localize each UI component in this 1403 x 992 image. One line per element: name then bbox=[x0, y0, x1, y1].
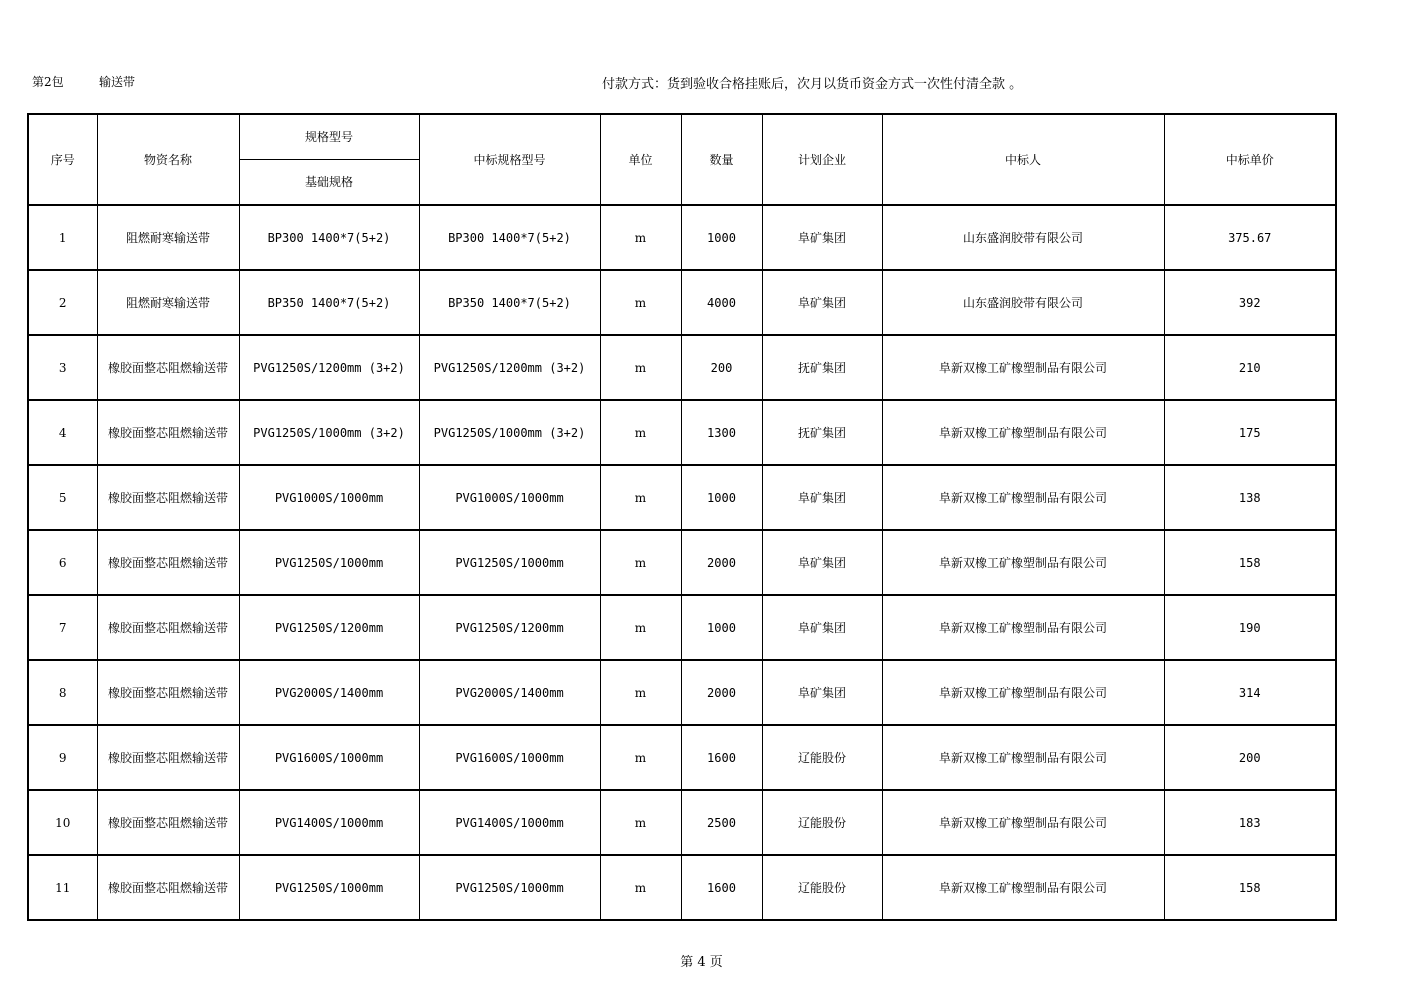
row-qty: 2000 bbox=[681, 660, 762, 725]
row-win-spec: PVG1250S/1200mm bbox=[419, 595, 600, 660]
row-name: 橡胶面整芯阻燃输送带 bbox=[97, 400, 239, 465]
row-win-spec: PVG1250S/1000mm bbox=[419, 855, 600, 920]
table-row bbox=[28, 855, 1336, 920]
row-unit: m bbox=[600, 530, 681, 595]
award-table bbox=[27, 113, 1337, 921]
row-name: 橡胶面整芯阻燃输送带 bbox=[97, 530, 239, 595]
row-win-spec: PVG2000S/1400mm bbox=[419, 660, 600, 725]
row-unit: m bbox=[600, 855, 681, 920]
row-enterprise: 抚矿集团 bbox=[762, 400, 882, 465]
row-win-spec: BP300 1400*7(5+2) bbox=[419, 205, 600, 270]
row-qty: 1000 bbox=[681, 595, 762, 660]
col-header-price: 中标单价 bbox=[1164, 114, 1336, 205]
table-row bbox=[28, 270, 1336, 335]
row-enterprise: 辽能股份 bbox=[762, 855, 882, 920]
row-name: 橡胶面整芯阻燃输送带 bbox=[97, 855, 239, 920]
row-win-spec: PVG1400S/1000mm bbox=[419, 790, 600, 855]
row-index: 5 bbox=[28, 465, 97, 530]
row-winner: 阜新双橡工矿橡塑制品有限公司 bbox=[882, 335, 1164, 400]
table-row bbox=[28, 205, 1336, 270]
row-qty: 2000 bbox=[681, 530, 762, 595]
row-spec: PVG1250S/1000mm bbox=[239, 530, 419, 595]
row-name: 橡胶面整芯阻燃输送带 bbox=[97, 465, 239, 530]
table-row bbox=[28, 725, 1336, 790]
row-spec: PVG1250S/1000mm bbox=[239, 855, 419, 920]
row-price: 190 bbox=[1164, 595, 1336, 660]
row-price: 375.67 bbox=[1164, 205, 1336, 270]
row-win-spec: PVG1000S/1000mm bbox=[419, 465, 600, 530]
col-header-unit: 单位 bbox=[600, 114, 681, 205]
row-spec: PVG1250S/1200mm bbox=[239, 595, 419, 660]
row-unit: m bbox=[600, 270, 681, 335]
row-unit: m bbox=[600, 400, 681, 465]
row-winner: 山东盛润胶带有限公司 bbox=[882, 270, 1164, 335]
row-qty: 1600 bbox=[681, 725, 762, 790]
col-header-base-spec: 基础规格 bbox=[239, 160, 419, 206]
row-win-spec: BP350 1400*7(5+2) bbox=[419, 270, 600, 335]
row-spec: PVG1600S/1000mm bbox=[239, 725, 419, 790]
row-enterprise: 阜矿集团 bbox=[762, 660, 882, 725]
row-enterprise: 阜矿集团 bbox=[762, 530, 882, 595]
row-index: 1 bbox=[28, 205, 97, 270]
row-spec: PVG1250S/1000mm (3+2) bbox=[239, 400, 419, 465]
row-unit: m bbox=[600, 595, 681, 660]
row-qty: 1000 bbox=[681, 205, 762, 270]
row-price: 314 bbox=[1164, 660, 1336, 725]
row-winner: 阜新双橡工矿橡塑制品有限公司 bbox=[882, 400, 1164, 465]
col-header-index: 序号 bbox=[28, 114, 97, 205]
row-winner: 阜新双橡工矿橡塑制品有限公司 bbox=[882, 595, 1164, 660]
row-qty: 2500 bbox=[681, 790, 762, 855]
row-winner: 阜新双橡工矿橡塑制品有限公司 bbox=[882, 660, 1164, 725]
row-index: 2 bbox=[28, 270, 97, 335]
row-index: 3 bbox=[28, 335, 97, 400]
row-winner: 阜新双橡工矿橡塑制品有限公司 bbox=[882, 790, 1164, 855]
row-price: 175 bbox=[1164, 400, 1336, 465]
row-price: 158 bbox=[1164, 855, 1336, 920]
row-qty: 4000 bbox=[681, 270, 762, 335]
row-winner: 阜新双橡工矿橡塑制品有限公司 bbox=[882, 855, 1164, 920]
row-win-spec: PVG1600S/1000mm bbox=[419, 725, 600, 790]
row-winner: 山东盛润胶带有限公司 bbox=[882, 205, 1164, 270]
page-number: 第 4 页 bbox=[680, 955, 723, 970]
row-enterprise: 辽能股份 bbox=[762, 790, 882, 855]
row-unit: m bbox=[600, 205, 681, 270]
row-enterprise: 阜矿集团 bbox=[762, 205, 882, 270]
row-unit: m bbox=[600, 465, 681, 530]
col-header-winner: 中标人 bbox=[882, 114, 1164, 205]
row-price: 392 bbox=[1164, 270, 1336, 335]
row-spec: BP300 1400*7(5+2) bbox=[239, 205, 419, 270]
row-unit: m bbox=[600, 725, 681, 790]
row-index: 4 bbox=[28, 400, 97, 465]
table-row bbox=[28, 595, 1336, 660]
col-header-qty: 数量 bbox=[681, 114, 762, 205]
row-qty: 1600 bbox=[681, 855, 762, 920]
row-name: 橡胶面整芯阻燃输送带 bbox=[97, 335, 239, 400]
row-spec: PVG2000S/1400mm bbox=[239, 660, 419, 725]
payment-terms: 付款方式：货到验收合格挂账后，次月以货币资金方式一次性付清全款 。 bbox=[602, 77, 1023, 92]
row-name: 橡胶面整芯阻燃输送带 bbox=[97, 790, 239, 855]
row-spec: BP350 1400*7(5+2) bbox=[239, 270, 419, 335]
row-enterprise: 阜矿集团 bbox=[762, 465, 882, 530]
row-unit: m bbox=[600, 335, 681, 400]
row-qty: 1300 bbox=[681, 400, 762, 465]
row-spec: PVG1000S/1000mm bbox=[239, 465, 419, 530]
row-spec: PVG1400S/1000mm bbox=[239, 790, 419, 855]
row-enterprise: 抚矿集团 bbox=[762, 335, 882, 400]
row-enterprise: 辽能股份 bbox=[762, 725, 882, 790]
row-winner: 阜新双橡工矿橡塑制品有限公司 bbox=[882, 530, 1164, 595]
row-name: 橡胶面整芯阻燃输送带 bbox=[97, 595, 239, 660]
table-row bbox=[28, 530, 1336, 595]
row-unit: m bbox=[600, 660, 681, 725]
category-label: 输送带 bbox=[99, 75, 136, 89]
row-price: 200 bbox=[1164, 725, 1336, 790]
row-winner: 阜新双橡工矿橡塑制品有限公司 bbox=[882, 725, 1164, 790]
row-qty: 1000 bbox=[681, 465, 762, 530]
table-row bbox=[28, 335, 1336, 400]
table-row bbox=[28, 790, 1336, 855]
row-enterprise: 阜矿集团 bbox=[762, 595, 882, 660]
row-index: 8 bbox=[28, 660, 97, 725]
header-row bbox=[28, 114, 1336, 160]
row-index: 11 bbox=[28, 855, 97, 920]
row-price: 138 bbox=[1164, 465, 1336, 530]
row-spec: PVG1250S/1200mm (3+2) bbox=[239, 335, 419, 400]
row-enterprise: 阜矿集团 bbox=[762, 270, 882, 335]
col-header-name: 物资名称 bbox=[97, 114, 239, 205]
row-name: 阻燃耐寒输送带 bbox=[97, 205, 239, 270]
row-winner: 阜新双橡工矿橡塑制品有限公司 bbox=[882, 465, 1164, 530]
table-row bbox=[28, 465, 1336, 530]
row-name: 阻燃耐寒输送带 bbox=[97, 270, 239, 335]
col-header-win-spec: 中标规格型号 bbox=[419, 114, 600, 205]
row-index: 9 bbox=[28, 725, 97, 790]
row-index: 6 bbox=[28, 530, 97, 595]
row-name: 橡胶面整芯阻燃输送带 bbox=[97, 725, 239, 790]
row-name: 橡胶面整芯阻燃输送带 bbox=[97, 660, 239, 725]
row-price: 158 bbox=[1164, 530, 1336, 595]
col-header-enterprise: 计划企业 bbox=[762, 114, 882, 205]
row-price: 210 bbox=[1164, 335, 1336, 400]
row-unit: m bbox=[600, 790, 681, 855]
col-header-spec: 规格型号 bbox=[239, 114, 419, 160]
package-label: 第2包 bbox=[32, 75, 64, 89]
table-row bbox=[28, 400, 1336, 465]
row-win-spec: PVG1250S/1200mm (3+2) bbox=[419, 335, 600, 400]
row-qty: 200 bbox=[681, 335, 762, 400]
row-index: 7 bbox=[28, 595, 97, 660]
row-price: 183 bbox=[1164, 790, 1336, 855]
row-win-spec: PVG1250S/1000mm bbox=[419, 530, 600, 595]
row-win-spec: PVG1250S/1000mm (3+2) bbox=[419, 400, 600, 465]
table-row bbox=[28, 660, 1336, 725]
row-index: 10 bbox=[28, 790, 97, 855]
